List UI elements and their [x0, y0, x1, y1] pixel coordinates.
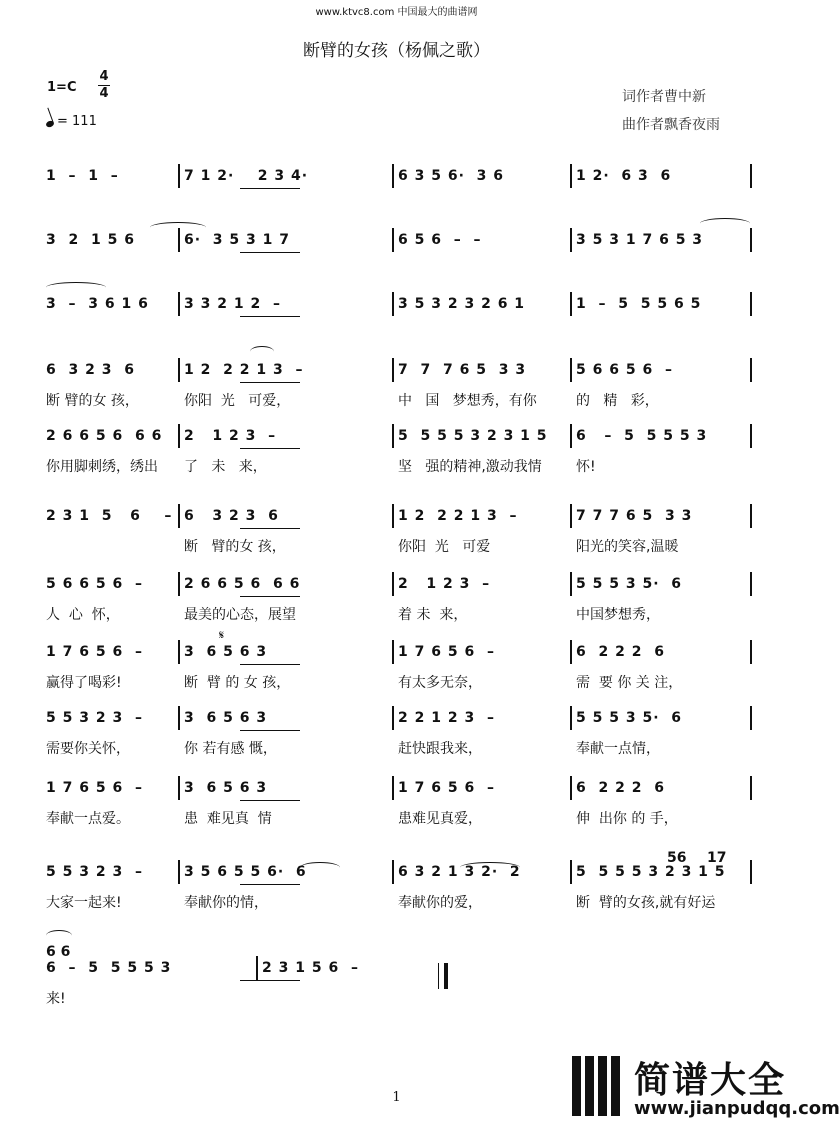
measure-group: 3 5 3 2 3 2 6 1 — [398, 296, 526, 312]
lyric-group: 中国梦想秀， — [576, 607, 660, 623]
barline — [570, 292, 572, 316]
site-logo — [572, 1052, 840, 1120]
lyric-group: 断 臂的女 孩， — [184, 539, 286, 555]
measure-group: 5 5 5 3 5· 6 — [576, 710, 683, 726]
lyric-group: 怀! — [576, 459, 596, 475]
barline — [570, 164, 572, 188]
measure-group: 6 3 2 3 6 — [184, 508, 279, 524]
score-line — [46, 296, 758, 320]
beam-underline — [240, 664, 300, 665]
lyric-group: 最美的心态，展望 — [184, 607, 296, 623]
measure-group: 3 5 6 5 5 6· 6 — [184, 864, 307, 880]
tempo-value: = 111 — [57, 114, 97, 129]
beam-underline — [240, 316, 300, 317]
measure-group: 7 1 2· 2 3 4· — [184, 168, 309, 184]
barline — [570, 860, 572, 884]
slur-mark — [250, 346, 274, 357]
beam-underline — [240, 252, 300, 253]
lyric-line — [46, 672, 758, 692]
barline — [570, 706, 572, 730]
lyric-group: 中 国 梦想秀，有你 — [398, 393, 537, 409]
measure-group: 3 5 3 1 7 6 5 3 — [576, 232, 704, 248]
score-line — [46, 710, 758, 734]
barline — [570, 228, 572, 252]
barline — [570, 640, 572, 664]
barline — [392, 292, 394, 316]
lyric-group: 奉献一点情， — [576, 741, 660, 757]
barline — [750, 776, 752, 800]
logo-url: www.jianpudqq.com — [634, 1098, 840, 1119]
lyric-line — [46, 536, 758, 556]
measure-group: 2 2 1 2 3 – — [398, 710, 495, 726]
lyric-group: 坚 强的精神,激动我情 — [398, 459, 542, 475]
lyric-line — [46, 738, 758, 758]
lyric-group: 你 若有感 慨， — [184, 741, 277, 757]
lyric-group: 需要你关怀， — [46, 741, 130, 757]
slur-mark — [46, 282, 106, 293]
barline — [392, 776, 394, 800]
barline — [178, 358, 180, 382]
measure-group: 5 5 5 5 3 2 3 1 5 — [576, 864, 726, 880]
measure-group: 3 2 1 5 6 — [46, 232, 135, 248]
measure-group: 2 1 2 3 – — [184, 428, 277, 444]
alternate-notes-2: 17 — [707, 850, 727, 866]
barline — [570, 572, 572, 596]
barline — [750, 504, 752, 528]
barline — [750, 640, 752, 664]
barline — [750, 572, 752, 596]
measure-group: 5 5 5 3 5· 6 — [576, 576, 683, 592]
measure-group: 6 2 2 2 6 — [576, 780, 665, 796]
score-line — [46, 428, 758, 452]
measure-group: 6 – 5 5 5 5 3 — [46, 960, 172, 976]
quarter-note-icon — [45, 120, 55, 128]
measure-group: 3 6 5 6 3 — [184, 710, 268, 726]
lyric-group: 断 臂 的 女 孩， — [184, 675, 291, 691]
measure-group: 6 – 5 5 5 5 3 — [576, 428, 708, 444]
score-line — [46, 644, 758, 668]
measure-group: 1 7 6 5 6 – — [46, 644, 143, 660]
barline — [570, 504, 572, 528]
score-line — [46, 168, 758, 192]
lyric-line — [46, 808, 758, 828]
measure-group: 6 3 5 6· 3 6 — [398, 168, 505, 184]
page-number: 1 — [392, 1090, 401, 1105]
barline — [178, 706, 180, 730]
beam-underline — [240, 188, 300, 189]
barline — [750, 164, 752, 188]
beam-underline — [240, 730, 300, 731]
measure-group: 6 5 6 – – — [398, 232, 482, 248]
barline — [570, 358, 572, 382]
beam-underline — [240, 596, 300, 597]
alternate-notes-1: 56 — [667, 850, 687, 866]
measure-group: 3 – 3 6 1 6 — [46, 296, 149, 312]
score-line — [46, 780, 758, 804]
measure-group: 6 3 2 1 3 2· 2 — [398, 864, 521, 880]
lyric-group: 奉献一点爱。 — [46, 811, 130, 827]
measure-group: 1 – 5 5 5 6 5 — [576, 296, 702, 312]
barline — [178, 504, 180, 528]
lyric-group: 了 未 来， — [184, 459, 267, 475]
measure-group: 2 3 1 5 6 – — [262, 960, 359, 976]
score-line — [46, 508, 758, 532]
measure-group: 5 6 6 5 6 – — [576, 362, 673, 378]
lyric-group: 赶快跟我来， — [398, 741, 482, 757]
measure-group: 7 7 7 6 5 3 3 — [576, 508, 693, 524]
barline — [750, 424, 752, 448]
meter-bottom: 4 — [99, 86, 109, 101]
barline — [750, 706, 752, 730]
measure-group: 2 3 1 5 6 – — [46, 508, 173, 524]
time-signature — [98, 70, 110, 101]
beam-underline — [240, 980, 300, 981]
slur-mark — [700, 218, 750, 229]
measure-group: 1 7 6 5 6 – — [398, 780, 495, 796]
lyric-group: 你阳 光 可爱， — [184, 393, 291, 409]
measure-group: 5 6 6 5 6 – — [46, 576, 143, 592]
barline — [392, 424, 394, 448]
composer-credit: 曲作者飘香夜雨 — [622, 117, 720, 133]
score-line — [46, 576, 758, 600]
measure-group: 3 6 5 6 3 — [184, 780, 268, 796]
lyric-group: 伸 出你 的 手， — [576, 811, 678, 827]
measure-group: 1 2 2 2 1 3 – — [398, 508, 518, 524]
lyric-group: 奉献你的情， — [184, 895, 268, 911]
barline — [750, 358, 752, 382]
score-line — [46, 232, 758, 256]
lyric-line — [46, 988, 758, 1008]
barline — [256, 956, 258, 980]
piano-keys-icon — [572, 1056, 628, 1116]
measure-group: 1 7 6 5 6 – — [46, 780, 143, 796]
barline — [392, 504, 394, 528]
lyric-group: 需 要 你 关 注， — [576, 675, 683, 691]
barline — [750, 860, 752, 884]
beam-underline — [240, 382, 300, 383]
tempo-marking — [46, 114, 97, 129]
barline — [750, 292, 752, 316]
lyric-group: 有太多无奈， — [398, 675, 482, 691]
slur-mark — [300, 862, 340, 873]
barline — [392, 860, 394, 884]
lyric-group: 你阳 光 可爱 — [398, 539, 491, 555]
measure-group: 5 5 5 5 3 2 3 1 5 — [398, 428, 548, 444]
slur-mark — [460, 862, 520, 873]
segno-sign: 𝄋 — [219, 628, 225, 642]
barline — [392, 164, 394, 188]
measure-group: 2 6 6 5 6 6 6 — [184, 576, 301, 592]
barline — [570, 424, 572, 448]
beam-underline — [240, 528, 300, 529]
slur-mark — [46, 930, 72, 941]
lyric-group: 你用脚刺绣，绣出 — [46, 459, 158, 475]
barline — [178, 860, 180, 884]
measure-group: 3 6 5 6 3 — [184, 644, 268, 660]
score-line — [46, 960, 758, 984]
barline — [392, 358, 394, 382]
lyric-group: 奉献你的爱， — [398, 895, 482, 911]
measure-group: 6· 3 5 3 1 7 — [184, 232, 291, 248]
lyric-line — [46, 892, 758, 912]
score-line — [46, 362, 758, 386]
barline — [178, 164, 180, 188]
measure-group: 1 2· 6 3 6 — [576, 168, 672, 184]
measure-group: 1 2 2 2 1 3 – — [184, 362, 304, 378]
lyric-group: 大家一起来! — [46, 895, 122, 911]
measure-group: 5 5 3 2 3 – — [46, 864, 143, 880]
barline — [178, 424, 180, 448]
beam-underline — [240, 800, 300, 801]
lyric-line — [46, 390, 758, 410]
barline — [392, 706, 394, 730]
site-header: www.ktvc8.com 中国最大的曲谱网 — [315, 7, 478, 18]
measure-group: 6 2 2 2 6 — [576, 644, 665, 660]
key-signature: 1=C — [47, 80, 77, 95]
lyric-group: 的 精 彩， — [576, 393, 659, 409]
lyric-group: 断 臂的女 孩， — [46, 393, 139, 409]
lyricist-credit: 词作者曹中新 — [622, 89, 706, 105]
barline — [178, 572, 180, 596]
barline — [750, 228, 752, 252]
logo-text: 简谱大全 — [634, 1060, 787, 1101]
lyric-line — [46, 604, 758, 624]
measure-group: 5 5 3 2 3 – — [46, 710, 143, 726]
barline — [392, 572, 394, 596]
barline — [178, 640, 180, 664]
final-barline — [438, 963, 448, 989]
lyric-group: 人 心 怀， — [46, 607, 120, 623]
barline — [392, 640, 394, 664]
barline — [392, 228, 394, 252]
lyric-group: 患 难见真 情 — [184, 811, 272, 827]
measure-group: 1 – 1 – — [46, 168, 119, 184]
barline — [178, 292, 180, 316]
lyric-group: 阳光的笑容,温暖 — [576, 539, 679, 555]
barline — [570, 776, 572, 800]
measure-group: 7 7 7 6 5 3 3 — [398, 362, 527, 378]
measure-group: 3 3 2 1 2 – — [184, 296, 281, 312]
slur-mark — [150, 222, 206, 233]
meter-top: 4 — [99, 69, 109, 84]
measure-group: 2 1 2 3 – — [398, 576, 491, 592]
lyric-group: 来! — [46, 991, 66, 1007]
measure-group: 6 3 2 3 6 — [46, 362, 135, 378]
lyric-group: 患难见真爱， — [398, 811, 482, 827]
beam-underline — [240, 884, 300, 885]
beam-underline — [240, 448, 300, 449]
score-line — [46, 864, 758, 888]
measure-group: 2 6 6 5 6 6 6 — [46, 428, 163, 444]
lyric-group: 赢得了喝彩! — [46, 675, 122, 691]
alternate-notes-3: 6 6 — [46, 944, 71, 960]
barline — [178, 776, 180, 800]
measure-group: 1 7 6 5 6 – — [398, 644, 495, 660]
lyric-group: 着 未 来， — [398, 607, 468, 623]
lyric-group: 断 臂的女孩,就有好运 — [576, 895, 716, 911]
lyric-line — [46, 456, 758, 476]
song-title: 断臂的女孩（杨佩之歌） — [303, 41, 490, 61]
